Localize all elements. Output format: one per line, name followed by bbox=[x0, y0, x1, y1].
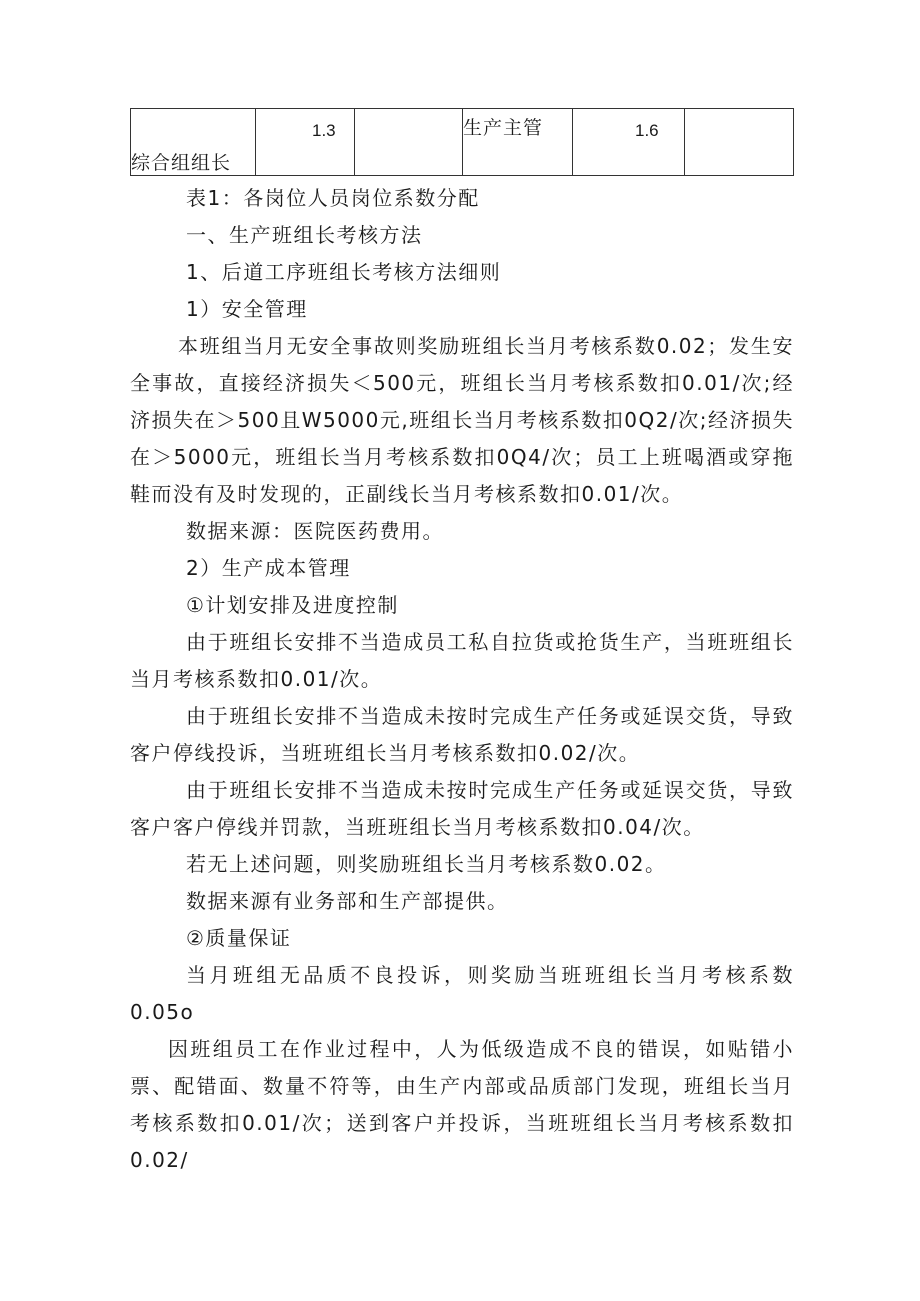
item-heading: 2）生产成本管理 bbox=[186, 556, 351, 580]
position-name: 综合组组长 bbox=[131, 152, 232, 174]
table-cell bbox=[355, 109, 463, 176]
table-cell bbox=[573, 109, 685, 176]
body-paragraph: 因班组员工在作业过程中，人为低级造成不良的错误，如贴错小票、配错面、数量不符等，由生产内部或品质部门发现，班组长当月考核系数扣0.01/次；送到客户并投诉，当班班组长当月考核系数扣0.02/ bbox=[130, 1037, 794, 1172]
section-heading: 一、生产班组长考核方法 bbox=[186, 223, 423, 247]
table-cell bbox=[256, 109, 355, 176]
coefficient-value: 1.6 bbox=[635, 121, 659, 140]
table-cell bbox=[463, 109, 573, 176]
item-heading: 1）安全管理 bbox=[186, 297, 308, 321]
data-source-note: 数据来源：医院医药费用。 bbox=[186, 519, 444, 543]
body-paragraph: 由于班组长安排不当造成未按时完成生产任务或延误交货，导致客户停线投诉，当班班组长当月考核系数扣0.02/次。 bbox=[130, 704, 794, 765]
table-cell bbox=[131, 109, 256, 176]
coefficient-value: 1.3 bbox=[312, 121, 336, 140]
document-body bbox=[130, 180, 794, 1179]
body-paragraph: 由于班组长安排不当造成员工私自拉货或抢货生产，当班班组长当月考核系数扣0.01/次。 bbox=[130, 630, 794, 691]
body-paragraph: 本班组当月无安全事故则奖励班组长当月考核系数0.02；发生安全事故，直接经济损失＜500元，班组长当月考核系数扣0.01/次;经济损失在＞500且W5000元,班组长当月考核系数扣0Q2/次;经济损失在＞5000元，班组长当月考核系数扣0Q4/次；员工上班喝酒或穿拖鞋而没有及时发现的，正副线长当月考核系数扣0.01/次。 bbox=[130, 334, 794, 506]
position-coefficient-table bbox=[130, 108, 794, 176]
position-name: 生产主管 bbox=[463, 117, 544, 139]
body-paragraph: 由于班组长安排不当造成未按时完成生产任务或延误交货，导致客户客户停线并罚款，当班班组长当月考核系数扣0.04/次。 bbox=[130, 778, 794, 839]
table-caption: 表1：各岗位人员岗位系数分配 bbox=[186, 186, 480, 210]
table-row bbox=[131, 109, 794, 176]
table-cell bbox=[685, 109, 794, 176]
body-paragraph: 若无上述问题，则奖励班组长当月考核系数0.02。 bbox=[186, 852, 667, 876]
body-paragraph: 当月班组无品质不良投诉，则奖励当班班组长当月考核系数0.05o bbox=[130, 963, 794, 1024]
sub-item-heading: ①计划安排及进度控制 bbox=[186, 593, 399, 617]
data-source-note: 数据来源有业务部和生产部提供。 bbox=[186, 889, 509, 913]
sub-item-heading: ②质量保证 bbox=[186, 926, 292, 950]
subsection-heading: 1、后道工序班组长考核方法细则 bbox=[186, 260, 502, 284]
